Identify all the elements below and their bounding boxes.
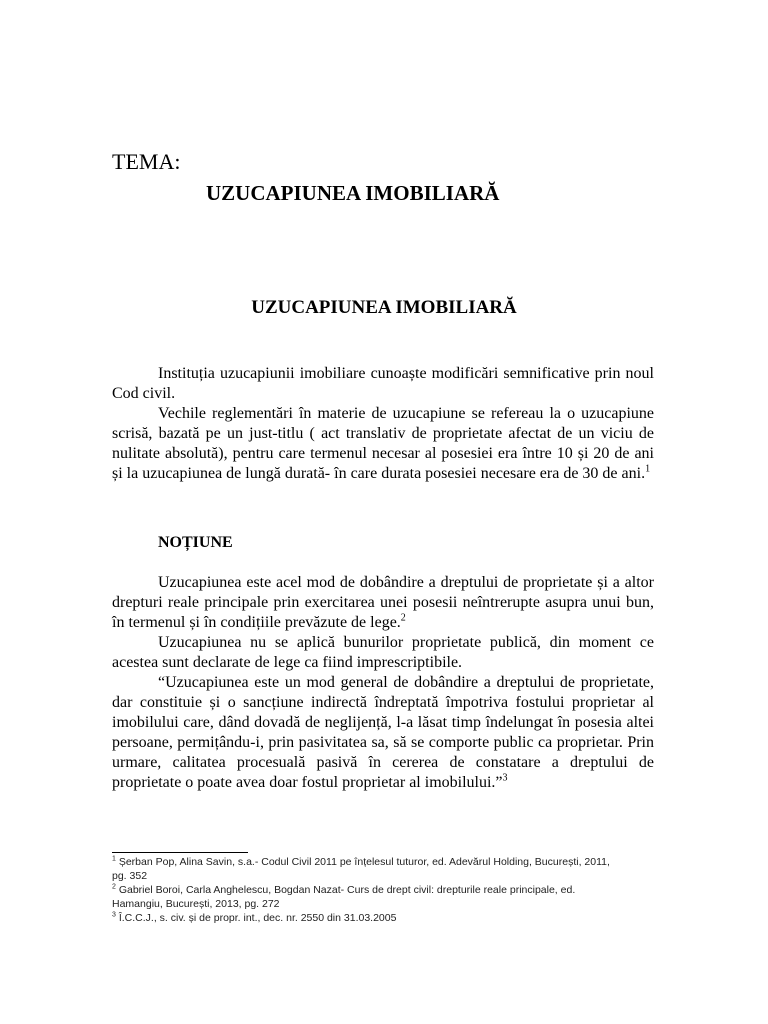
footnote-separator [112, 852, 248, 853]
footnotes [112, 855, 627, 925]
notiune-paragraph-1 [112, 573, 654, 633]
notiune-paragraph-1-text: Uzucapiunea este acel mod de dobândire a dreptului de proprietate și a altor drepturi reale principale prin exercitarea unei posesii neîntrerupte asupra unui bun, în termenul și în condițiile prevăzute de lege. [112, 574, 654, 631]
notiune-paragraph-3-text: “Uzucapiunea este un mod general de dobândire a dreptului de proprietate, dar constituie și o sancțiune indirectă îndreptată împotriva fostului proprietar al imobilului care, dând dovadă de neglijență, l-a lăsat timp îndelungat în posesia altei persoane, permițându-i, prin pasivitatea sa, să se comporte public ca proprietar. Prin urmare, calitatea procesuală pasivă în cererea de constatare a dreptului de proprietate o poate avea doar fostul proprietar al imobilului.” [112, 674, 654, 791]
footnote-text: Gabriel Boroi, Carla Anghelescu, Bogdan Nazat- Curs de drept civil: drepturile reale principale, ed. Hamangiu, București, 2013, pg. 272 [112, 884, 576, 910]
footnote-1 [112, 855, 627, 883]
tema-title: UZUCAPIUNEA IMOBILIARĂ [206, 181, 500, 205]
footnote-3 [112, 911, 627, 925]
intro-paragraph-2-text: Vechile reglementări în materie de uzucapiune se refereau la o uzucapiune scrisă, bazată pe un just-titlu ( act translativ de proprietate afectat de un viciu de nulitate absolută), pentru care termenul necesar al posesiei era între 10 și 20 de ani și la uzucapiunea de lungă durată- în care durata posesiei necesare era de 30 de ani. [112, 405, 654, 482]
footnote-number: 3 [112, 911, 116, 919]
section-title: UZUCAPIUNEA IMOBILIARĂ [251, 297, 517, 318]
footnote-text: Șerban Pop, Alina Savin, s.a.- Codul Civil 2011 pe înțelesul tuturor, ed. Adevărul Holding, București, 2011, pg. 352 [112, 856, 610, 882]
notiune-section [112, 573, 654, 793]
footnote-number: 2 [112, 883, 116, 891]
notiune-paragraph-2: Uzucapiunea nu se aplică bunurilor proprietate publică, din moment ce acestea sunt declarate de lege ca fiind imprescriptibile. [112, 634, 654, 671]
intro-section [112, 364, 654, 484]
notiune-paragraph-3 [112, 673, 654, 793]
footnote-number: 1 [112, 855, 116, 863]
footnote-ref-2[interactable]: 2 [400, 612, 406, 624]
intro-paragraph-2 [112, 404, 654, 484]
footnote-ref-3[interactable]: 3 [502, 772, 508, 784]
intro-paragraph-1: Instituția uzucapiunii imobiliare cunoaște modificări semnificative prin noul Cod civil. [112, 365, 654, 402]
footnote-ref-1[interactable]: 1 [645, 463, 651, 475]
footnote-2 [112, 883, 627, 911]
footnote-text: Î.C.C.J., s. civ. și de propr. int., dec. nr. 2550 din 31.03.2005 [118, 912, 397, 924]
tema-label: TEMA: [112, 149, 181, 174]
notiune-heading: NOȚIUNE [158, 534, 233, 551]
